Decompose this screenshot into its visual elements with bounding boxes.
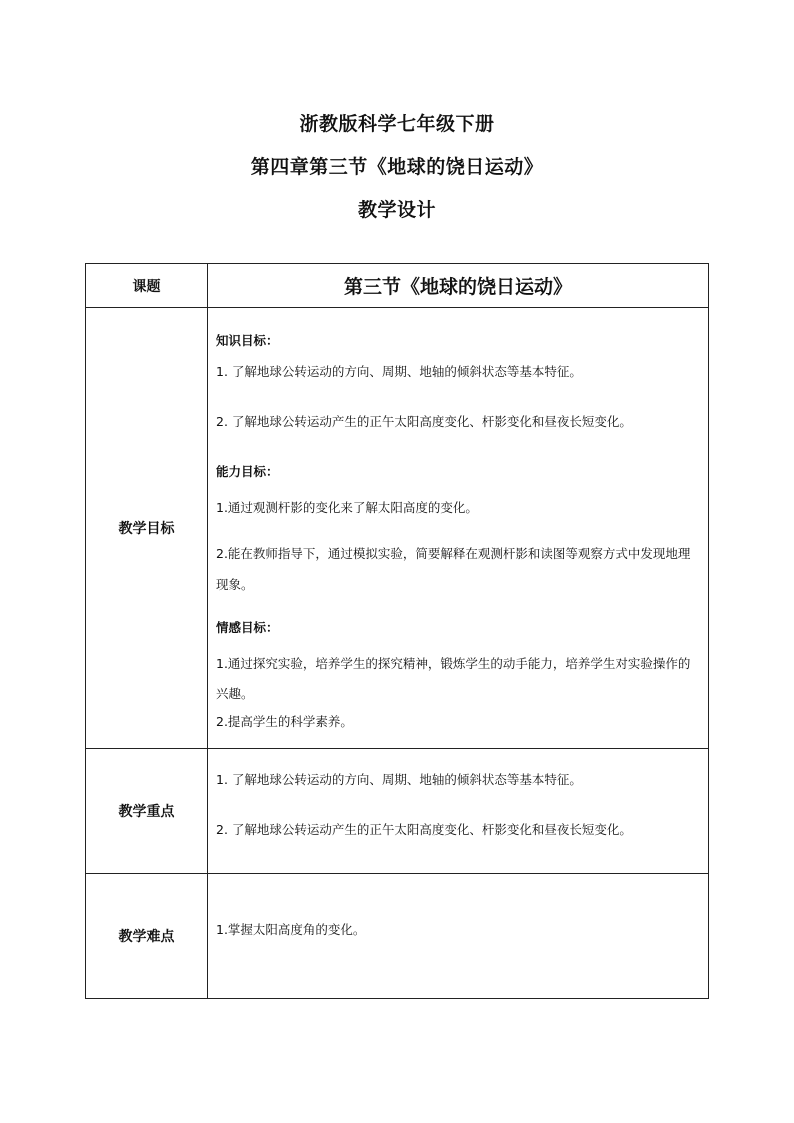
difficulties-content — [208, 919, 708, 941]
key-points-cell — [208, 749, 709, 874]
emotion-goal-title: 情感目标： — [216, 619, 279, 635]
key-point-item: 1. 了解地球公转运动的方向、周期、地轴的倾斜状态等基本特征。 — [216, 772, 582, 787]
subject-value: 第三节《地球的饶日运动》 — [208, 264, 709, 308]
emotion-goal-item: 2.提高学生的科学素养。 — [216, 713, 353, 729]
goals-content — [208, 320, 708, 737]
goals-cell — [208, 308, 709, 749]
emotion-goal-item: 1.通过探究实验，培养学生的探究精神，锻炼学生的动手能力，培养学生对实验操作的兴趣。 — [216, 655, 691, 701]
knowledge-goal-item: 1. 了解地球公转运动的方向、周期、地轴的倾斜状态等基本特征。 — [216, 363, 582, 379]
ability-goal-item: 1.通过观测杆影的变化来了解太阳高度的变化。 — [216, 499, 478, 515]
title-design: 教学设计 — [357, 199, 436, 221]
goals-label: 教学目标 — [86, 308, 208, 749]
difficulties-cell — [208, 874, 709, 999]
document-title — [0, 103, 794, 232]
key-points-label: 教学重点 — [86, 749, 208, 874]
title-textbook: 浙教版科学七年级下册 — [299, 113, 495, 135]
ability-goal-title: 能力目标： — [216, 463, 279, 479]
table-row-key-points — [86, 749, 709, 874]
title-chapter: 第四章第三节《地球的饶日运动》 — [250, 156, 544, 178]
difficulty-item: 1.掌握太阳高度角的变化。 — [216, 922, 366, 937]
difficulties-label: 教学难点 — [86, 874, 208, 999]
lesson-plan-table — [85, 263, 709, 999]
key-point-item: 2. 了解地球公转运动产生的正午太阳高度变化、杆影变化和昼夜长短变化。 — [216, 822, 632, 837]
table-row-goals — [86, 308, 709, 749]
key-points-content — [208, 749, 708, 841]
table-row-subject — [86, 264, 709, 308]
knowledge-goal-item: 2. 了解地球公转运动产生的正午太阳高度变化、杆影变化和昼夜长短变化。 — [216, 413, 632, 429]
knowledge-goal-title: 知识目标： — [216, 332, 279, 348]
subject-label: 课题 — [86, 264, 208, 308]
ability-goal-item: 2.能在教师指导下，通过模拟实验，简要解释在观测杆影和读图等观察方式中发现地理现象。 — [216, 545, 691, 592]
table-row-difficulties — [86, 874, 709, 999]
